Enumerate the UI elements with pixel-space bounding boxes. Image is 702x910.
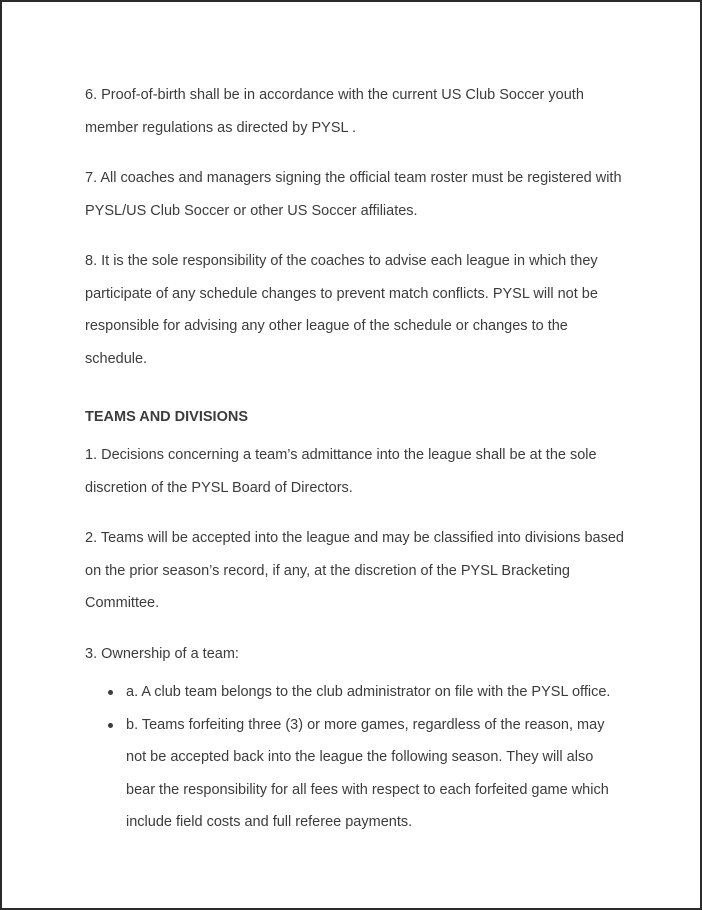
document-body [85, 79, 625, 839]
bullet-dot-icon [108, 690, 113, 695]
paragraph-rule-7: 7. All coaches and managers signing the official team roster must be registered with PYSL/US Club Soccer or other US Soccer affiliates. [85, 170, 622, 219]
section-heading-teams-and-divisions: TEAMS AND DIVISIONS [85, 409, 249, 425]
paragraph-teams-3: 3. Ownership of a team: [85, 645, 239, 662]
paragraph-rule-6: 6. Proof-of-birth shall be in accordance with the current US Club Soccer youth member regulations as directed by PYSL . [85, 87, 584, 136]
paragraph-teams-1: 1. Decisions concerning a team’s admittance into the league shall be at the sole discretion of the PYSL Board of Directors. [85, 447, 597, 496]
bullet-dot-icon [108, 723, 113, 728]
list-item [85, 709, 625, 839]
bullet-text: a. A club team belongs to the club administrator on file with the PYSL office. [126, 684, 611, 700]
paragraph-teams-2: 2. Teams will be accepted into the league and may be classified into divisions based on the prior season’s record, if any, at the discretion of the PYSL Bracketing Committee. [85, 530, 624, 611]
bullet-text: b. Teams forfeiting three (3) or more games, regardless of the reason, may not be accepted back into the league the following season. They will also bear the responsibility for all fees with respect to each forfeited game which include field costs and full referee payments. [126, 716, 609, 830]
paragraph-rule-8: 8. It is the sole responsibility of the coaches to advise each league in which they participate of any schedule changes to prevent match conflicts. PYSL will not be responsible for advising any other league of the schedule or changes to the schedule. [85, 253, 598, 367]
ownership-bullet-list [85, 676, 625, 839]
list-item [85, 676, 625, 709]
